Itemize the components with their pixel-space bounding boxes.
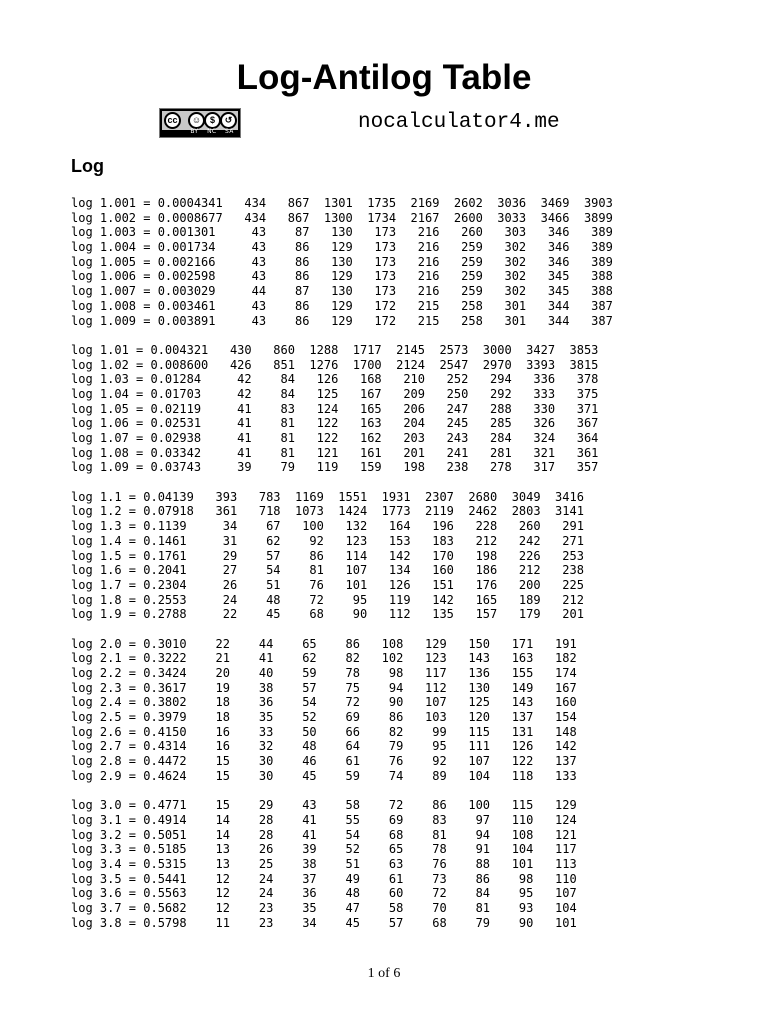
table-row: log 2.6 = 0.4150 16 33 50 66 82 99 115 131 148	[71, 724, 577, 739]
table-row: log 1.005 = 0.002166 43 86 130 173 216 259 302 346 389	[71, 254, 613, 269]
nc-icon: $	[204, 112, 221, 129]
table-row: log 1.07 = 0.02938 41 81 122 162 203 243 284 324 364	[71, 431, 599, 445]
by-icon: ☺	[188, 112, 205, 129]
table-row: log 2.1 = 0.3222 21 41 62 82 102 123 143 163 182	[71, 651, 577, 666]
table-row: log 3.5 = 0.5441 12 24 37 49 61 73 86 98 110	[71, 871, 577, 886]
table-row: log 1.5 = 0.1761 29 57 86 114 142 170 198 226 253	[71, 548, 584, 563]
sa-icon: ↺	[220, 112, 237, 129]
table-row: log 1.2 = 0.07918 361 718 1073 1424 1773 2119 2462 2803 3141	[71, 504, 584, 519]
table-row: log 2.8 = 0.4472 15 30 46 61 76 92 107 122 137	[71, 754, 577, 769]
table-row: log 2.5 = 0.3979 18 35 52 69 86 103 120 137 154	[71, 710, 577, 725]
table-row: log 1.008 = 0.003461 43 86 129 172 215 258 301 344 387	[71, 298, 613, 313]
license-nc-label: NC	[207, 128, 217, 135]
cc-license-badge[interactable]	[159, 108, 241, 138]
table-row: log 3.6 = 0.5563 12 24 36 48 60 72 84 95 107	[71, 886, 577, 901]
table-row: log 1.01 = 0.004321 430 860 1288 1717 2145 2573 3000 3427 3853	[71, 342, 599, 357]
table-row: log 1.002 = 0.0008677 434 867 1300 1734 2167 2600 3033 3466 3899	[71, 210, 613, 225]
table-row: log 1.04 = 0.01703 42 84 125 167 209 250 292 333 375	[71, 386, 599, 401]
table-block	[71, 343, 691, 475]
table-row: log 3.0 = 0.4771 15 29 43 58 72 86 100 115 129	[71, 798, 577, 813]
table-row: log 1.1 = 0.04139 393 783 1169 1551 1931 2307 2680 3049 3416	[71, 489, 584, 504]
table-row: log 1.6 = 0.2041 27 54 81 107 134 160 186 212 238	[71, 563, 584, 578]
table-row: log 1.06 = 0.02531 41 81 122 163 204 245 285 326 367	[71, 416, 599, 431]
table-row: log 1.004 = 0.001734 43 86 129 173 216 259 302 346 389	[71, 240, 613, 255]
table-row: log 2.3 = 0.3617 19 38 57 75 94 112 130 149 167	[71, 680, 577, 695]
table-row: log 2.2 = 0.3424 20 40 59 78 98 117 136 155 174	[71, 666, 577, 680]
table-row: log 3.3 = 0.5185 13 26 39 52 65 78 91 104 117	[71, 842, 577, 857]
table-row: log 3.4 = 0.5315 13 25 38 51 63 76 88 101 113	[71, 856, 577, 871]
table-row: log 1.09 = 0.03743 39 79 119 159 198 238 278 317 357	[71, 460, 599, 475]
section-heading: Log	[71, 156, 104, 176]
table-row: log 2.7 = 0.4314 16 32 48 64 79 95 111 126 142	[71, 739, 577, 754]
table-row: log 3.7 = 0.5682 12 23 35 47 58 70 81 93 104	[71, 901, 577, 915]
page-title: Log-Antilog Table	[236, 58, 532, 97]
table-row: log 1.8 = 0.2553 24 48 72 95 119 142 165 189 212	[71, 592, 584, 607]
page-number: 1 of 6	[367, 966, 401, 981]
table-row: log 3.8 = 0.5798 11 23 34 45 57 68 79 90 101	[71, 915, 577, 930]
table-row: log 1.05 = 0.02119 41 83 124 165 206 247 288 330 371	[71, 401, 599, 416]
cc-icon: cc	[164, 112, 181, 129]
table-row: log 1.9 = 0.2788 22 45 68 90 112 135 157 179 201	[71, 607, 584, 622]
license-by-label: BY	[190, 128, 199, 135]
log-table	[71, 196, 691, 945]
table-row: log 1.03 = 0.01284 42 84 126 168 210 252 294 336 378	[71, 372, 599, 387]
table-row: log 2.9 = 0.4624 15 30 45 59 74 89 104 118 133	[71, 768, 577, 783]
table-row: log 3.2 = 0.5051 14 28 41 54 68 81 94 108 121	[71, 827, 577, 842]
table-row: log 1.02 = 0.008600 426 851 1276 1700 2124 2547 2970 3393 3815	[71, 357, 599, 372]
table-row: log 3.1 = 0.4914 14 28 41 55 69 83 97 110 124	[71, 812, 577, 827]
license-sa-label: SA	[225, 128, 234, 135]
table-row: log 1.009 = 0.003891 43 86 129 172 215 258 301 344 387	[71, 313, 613, 328]
table-row: log 2.4 = 0.3802 18 36 54 72 90 107 125 143 160	[71, 695, 577, 710]
table-block	[71, 637, 691, 784]
table-block	[71, 798, 691, 930]
table-row: log 1.08 = 0.03342 41 81 121 161 201 241 281 321 361	[71, 445, 599, 460]
table-row: log 1.3 = 0.1139 34 67 100 132 164 196 228 260 291	[71, 519, 584, 534]
table-row: log 1.003 = 0.001301 43 87 130 173 216 260 303 346 389	[71, 225, 613, 240]
table-row: log 1.001 = 0.0004341 434 867 1301 1735 2169 2602 3036 3469 3903	[71, 196, 613, 210]
table-row: log 1.7 = 0.2304 26 51 76 101 126 151 176 200 225	[71, 577, 584, 592]
table-row: log 1.4 = 0.1461 31 62 92 123 153 183 212 242 271	[71, 533, 584, 548]
table-row: log 2.0 = 0.3010 22 44 65 86 108 129 150 171 191	[71, 636, 577, 651]
site-name: nocalculator4.me	[358, 111, 560, 134]
table-row: log 1.006 = 0.002598 43 86 129 173 216 259 302 345 388	[71, 269, 613, 284]
table-row: log 1.007 = 0.003029 44 87 130 173 216 259 302 345 388	[71, 284, 613, 299]
table-block	[71, 490, 691, 622]
table-block	[71, 196, 691, 328]
